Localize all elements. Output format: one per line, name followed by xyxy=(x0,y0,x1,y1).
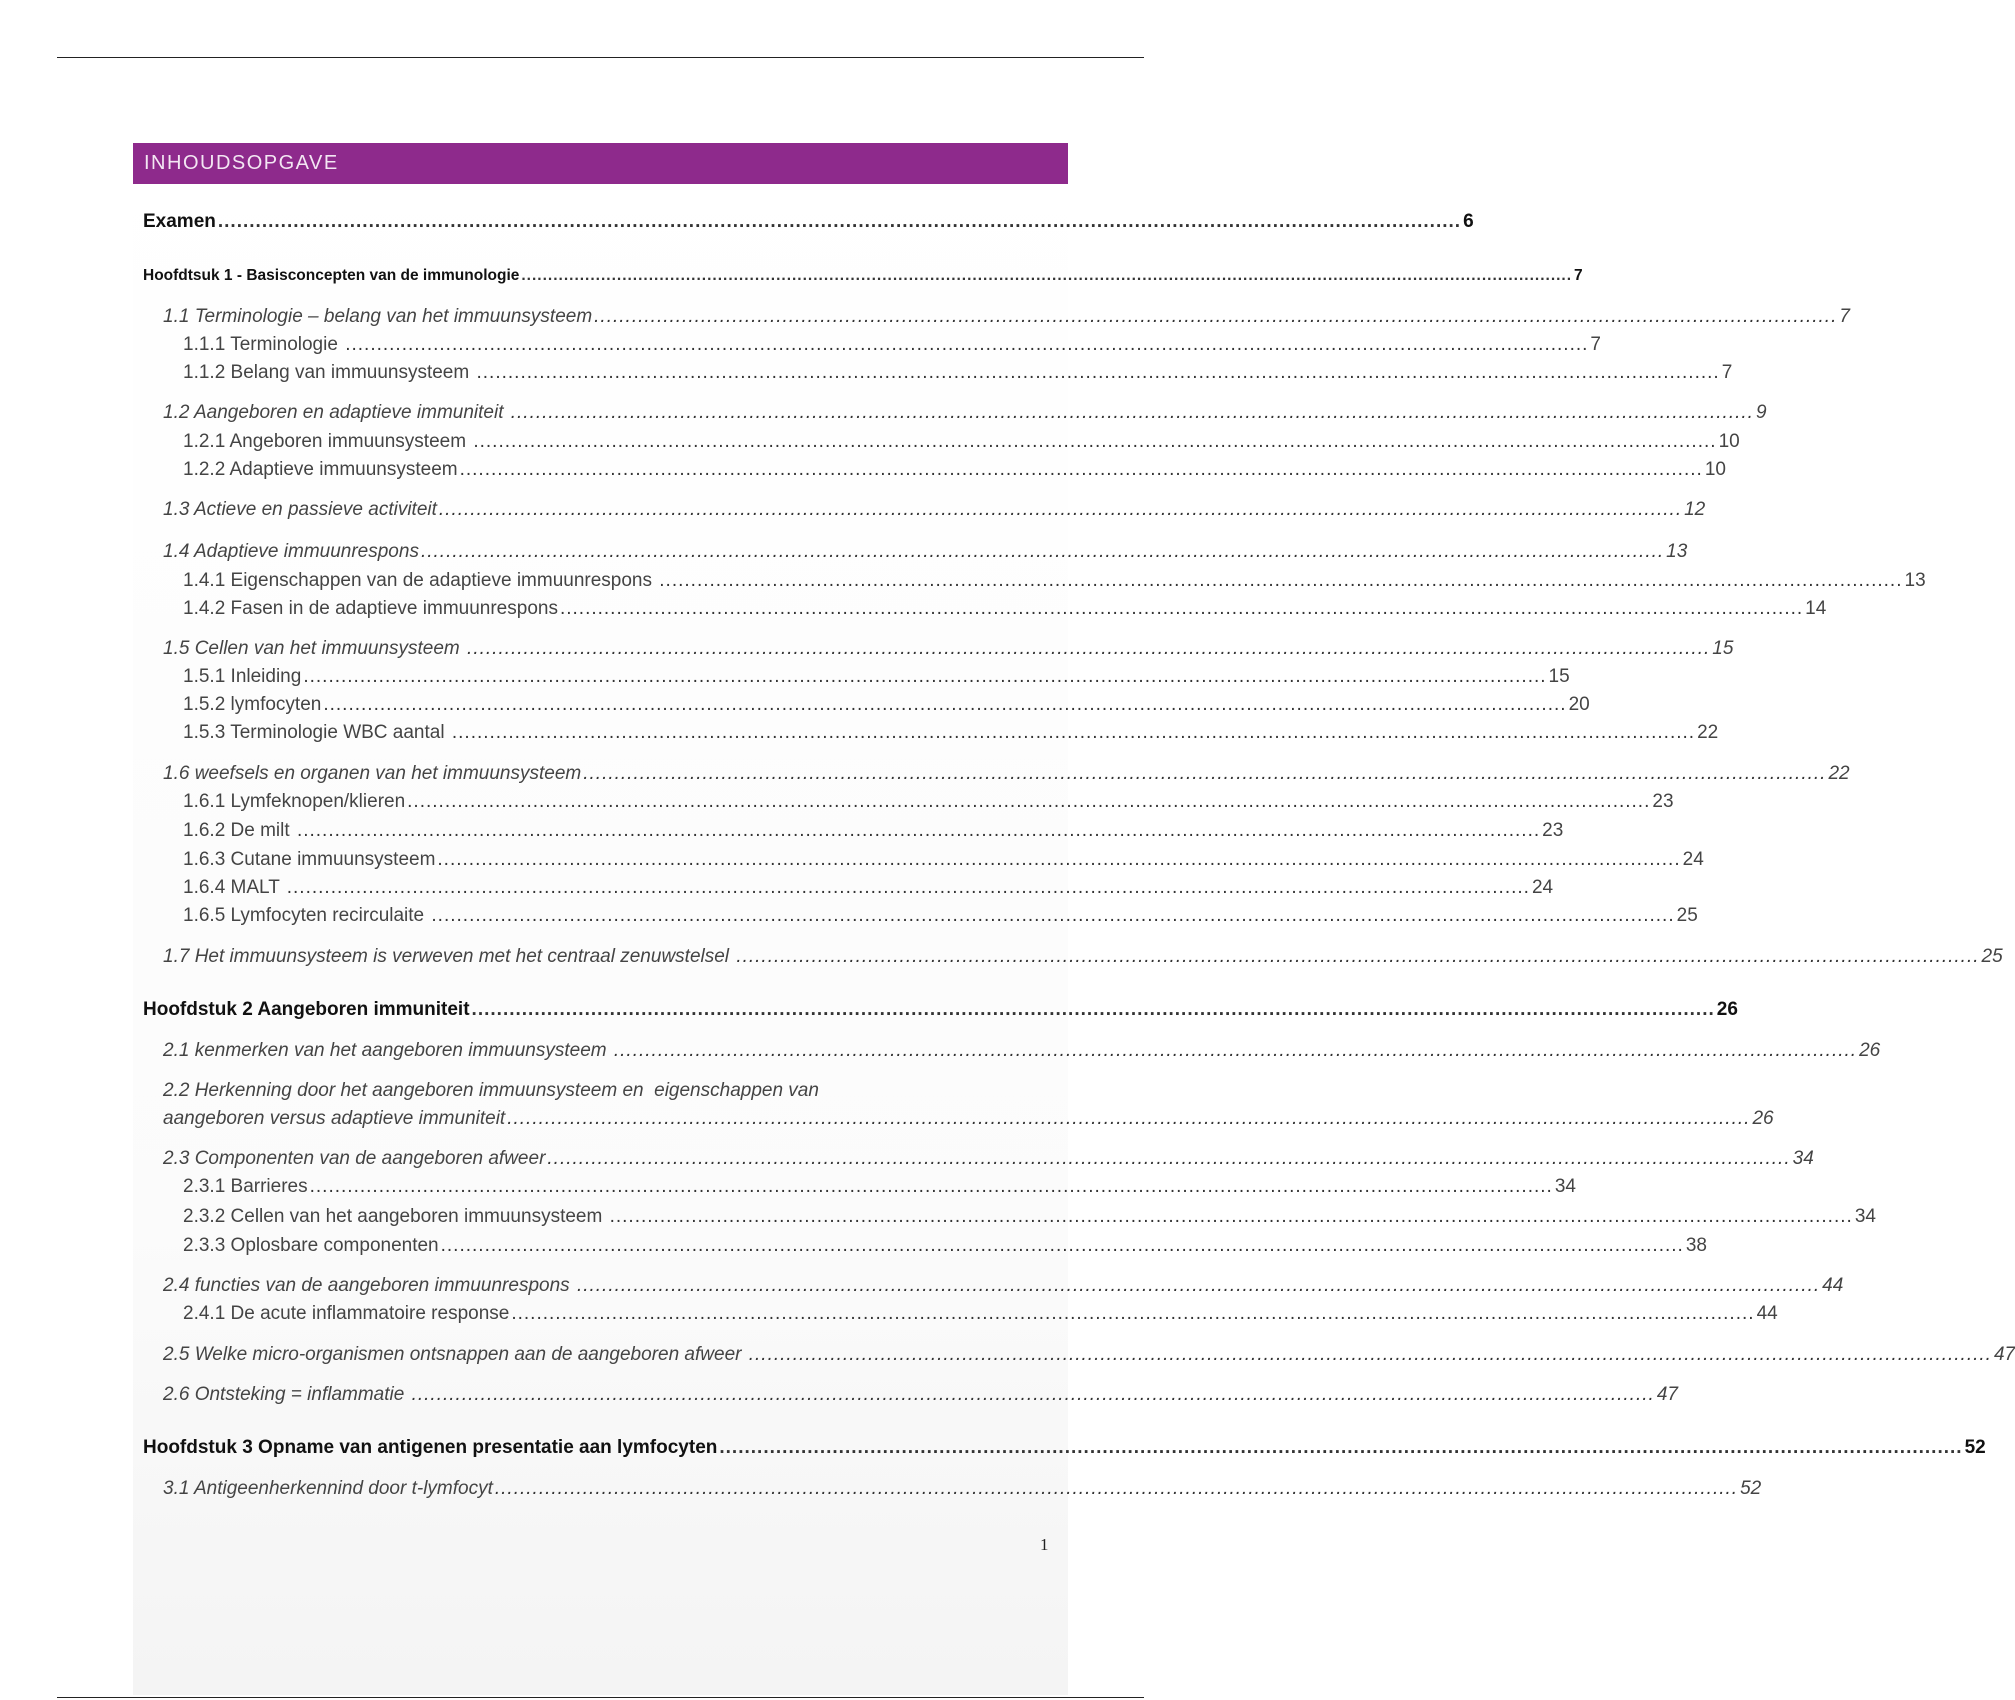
toc-entry[interactable] xyxy=(183,458,1726,482)
toc-entry-title-line-1: 2.2 Herkenning door het aangeboren immuunsysteem en eigenschappen van xyxy=(163,1080,819,1101)
toc-entry[interactable] xyxy=(183,665,1570,689)
leader-dots: ...................................................................................................................................................................................................... xyxy=(296,820,1541,841)
toc-entry-page: 26 xyxy=(1752,1108,1774,1129)
toc-entry[interactable] xyxy=(143,1436,1986,1460)
toc-entry-title: 1.6.1 Lymfeknopen/klieren xyxy=(183,791,406,812)
toc-entry-title: Hoofdstuk 3 Opname van antigenen presentatie aan lymfocyten xyxy=(143,1437,718,1458)
toc-entry-title: 2.5 Welke micro-organismen ontsnappen aan de aangeboren afweer xyxy=(163,1344,747,1365)
toc-entry[interactable] xyxy=(183,333,1601,357)
toc-entry[interactable] xyxy=(183,904,1698,928)
toc-entry-title: 1.6.5 Lymfocyten recirculaite xyxy=(183,905,430,926)
toc-entry-title: 1.1 Terminologie – belang van het immuunsysteem xyxy=(163,306,593,327)
toc-entry[interactable] xyxy=(163,305,1850,329)
leader-dots: ...................................................................................................................................................................................................... xyxy=(547,1148,1791,1169)
toc-entry-page: 24 xyxy=(1531,877,1554,898)
leader-dots: ...................................................................................................................................................................................................... xyxy=(613,1040,1858,1061)
toc-entry-page: 12 xyxy=(1684,499,1706,520)
toc-entry-page: 7 xyxy=(1590,334,1601,355)
leader-dots: ...................................................................................................................................................................................................... xyxy=(510,402,1754,423)
toc-entry[interactable] xyxy=(183,361,1733,385)
leader-dots: ...................................................................................................................................................................................................... xyxy=(576,1275,1821,1296)
toc-entry-title: 1.4 Adaptieve immuunrespons xyxy=(163,541,419,562)
toc-entry[interactable] xyxy=(143,264,1583,288)
toc-entry-page: 7 xyxy=(1839,306,1850,327)
toc-entry-title: Hoofdstuk 2 Aangeboren immuniteit xyxy=(143,999,470,1020)
toc-entry[interactable] xyxy=(183,819,1564,843)
toc-entry[interactable] xyxy=(163,762,1850,786)
toc-entry-page: 52 xyxy=(1964,1437,1986,1458)
toc-entry-title: 1.1.2 Belang van immuunsysteem xyxy=(183,362,475,383)
leader-dots: ...................................................................................................................................................................................................... xyxy=(521,267,1573,284)
toc-entry-page: 34 xyxy=(1792,1148,1814,1169)
toc-entry-page: 24 xyxy=(1682,849,1704,870)
leader-dots: ...................................................................................................................................................................................................... xyxy=(286,877,1530,898)
toc-entry-title: 2.4.1 De acute inflammatoire response xyxy=(183,1303,510,1324)
leader-dots: ...................................................................................................................................................................................................... xyxy=(471,999,1715,1020)
toc-entry[interactable] xyxy=(183,1302,1778,1326)
leader-dots: ...................................................................................................................................................................................................... xyxy=(511,1303,1755,1324)
toc-entry[interactable] xyxy=(183,1205,1876,1229)
toc-entry-title: 1.6 weefsels en organen van het immuunsysteem xyxy=(163,763,582,784)
toc-entry-title: 2.4 functies van de aangeboren immuunrespons xyxy=(163,1275,575,1296)
leader-dots: ...................................................................................................................................................................................................... xyxy=(473,431,1717,452)
toc-entry-title: aangeboren versus adaptieve immuniteit xyxy=(163,1108,506,1129)
leader-dots: ...................................................................................................................................................................................................... xyxy=(719,1437,1963,1458)
toc-entry-title: 1.6.2 De milt xyxy=(183,820,295,841)
leader-dots: ...................................................................................................................................................................................................... xyxy=(407,791,1651,812)
toc-entry[interactable] xyxy=(163,1107,1774,1131)
toc-entry-title: Hoofdtsuk 1 - Basisconcepten van de immunologie xyxy=(143,267,520,284)
toc-entry[interactable] xyxy=(163,1477,1762,1501)
toc-entry[interactable] xyxy=(163,401,1767,425)
leader-dots: ...................................................................................................................................................................................................... xyxy=(494,1478,1739,1499)
toc-entry[interactable] xyxy=(143,998,1738,1022)
toc-entry-page: 13 xyxy=(1904,570,1926,591)
toc-entry[interactable] xyxy=(163,1147,1814,1171)
leader-dots: ...................................................................................................................................................................................................... xyxy=(309,1176,1553,1197)
leader-dots: ...................................................................................................................................................................................................... xyxy=(431,905,1675,926)
toc-entry-title: 2.3 Componenten van de aangeboren afweer xyxy=(163,1148,546,1169)
toc-entry-page: 20 xyxy=(1568,694,1590,715)
leader-dots: ...................................................................................................................................................................................................... xyxy=(437,849,1681,870)
leader-dots: ...................................................................................................................................................................................................... xyxy=(659,570,1903,591)
toc-entry-page: 23 xyxy=(1542,820,1564,841)
toc-entry-page: 25 xyxy=(1676,905,1698,926)
toc-entry[interactable] xyxy=(183,693,1590,717)
toc-entry[interactable] xyxy=(163,1343,2015,1367)
toc-entry-title: 2.3.1 Barrieres xyxy=(183,1176,308,1197)
toc-entry-page: 34 xyxy=(1854,1206,1876,1227)
toc-entry-page: 34 xyxy=(1554,1176,1576,1197)
toc-entry-title: 1.6.3 Cutane immuunsysteem xyxy=(183,849,436,870)
toc-entry-page: 44 xyxy=(1756,1303,1778,1324)
toc-entry[interactable] xyxy=(163,945,2003,969)
leader-dots: ...................................................................................................................................................................................................... xyxy=(583,763,1827,784)
toc-entry-page: 47 xyxy=(1993,1344,2015,1365)
toc-entry-title: 1.5.3 Terminologie WBC aantal xyxy=(183,722,450,743)
toc-entry-title: 1.2.1 Angeboren immuunsysteem xyxy=(183,431,472,452)
leader-dots: ...................................................................................................................................................................................................... xyxy=(323,694,1567,715)
leader-dots: ...................................................................................................................................................................................................... xyxy=(467,638,1711,659)
toc-entry-title: 3.1 Antigeenherkennind door t-lymfocyt xyxy=(163,1478,493,1499)
toc-entry-page: 26 xyxy=(1716,999,1738,1020)
leader-dots: ...................................................................................................................................................................................................... xyxy=(303,666,1547,687)
leader-dots: ...................................................................................................................................................................................................... xyxy=(609,1206,1853,1227)
leader-dots: ...................................................................................................................................................................................................... xyxy=(476,362,1720,383)
leader-dots: ...................................................................................................................................................................................................... xyxy=(559,598,1804,619)
toc-entry[interactable] xyxy=(163,1274,1844,1298)
toc-entry-title: 1.2.2 Adaptieve immuunsysteem xyxy=(183,459,458,480)
toc-entry-page: 10 xyxy=(1718,431,1740,452)
toc-entry[interactable] xyxy=(183,569,1926,593)
leader-dots: ...................................................................................................................................................................................................... xyxy=(217,211,1462,232)
leader-dots: ...................................................................................................................................................................................................... xyxy=(459,459,1703,480)
toc-entry-page: 6 xyxy=(1463,211,1474,232)
leader-dots: ...................................................................................................................................................................................................... xyxy=(411,1384,1655,1405)
leader-dots: ...................................................................................................................................................................................................... xyxy=(438,499,1683,520)
toc-entry-title: 1.5 Cellen van het immuunsysteem xyxy=(163,638,466,659)
toc-entry-title: 1.4.2 Fasen in de adaptieve immuunrespons xyxy=(183,598,558,619)
toc-entry-title: 1.2 Aangeboren en adaptieve immuniteit xyxy=(163,402,509,423)
toc-entry[interactable] xyxy=(143,210,1474,234)
toc-entry-title: 1.4.1 Eigenschappen van de adaptieve immuunrespons xyxy=(183,570,658,591)
toc-entry-title: 1.6.4 MALT xyxy=(183,877,285,898)
leader-dots: ...................................................................................................................................................................................................... xyxy=(440,1235,1684,1256)
toc-entry[interactable] xyxy=(183,848,1704,872)
toc-entry-page: 13 xyxy=(1666,541,1688,562)
toc-entry-page: 7 xyxy=(1721,362,1733,383)
page-number: 1 xyxy=(1040,1535,1049,1554)
toc-entry-page: 52 xyxy=(1740,1478,1762,1499)
toc-entry-page: 38 xyxy=(1685,1235,1707,1256)
toc-entry[interactable] xyxy=(163,540,1688,564)
toc-entry-title: 1.1.1 Terminologie xyxy=(183,334,344,355)
leader-dots: ...................................................................................................................................................................................................... xyxy=(748,1344,1992,1365)
toc-entry-page: 15 xyxy=(1712,638,1734,659)
toc-entry-title: 1.5.1 Inleiding xyxy=(183,666,302,687)
toc-entry-page: 23 xyxy=(1652,791,1674,812)
toc-entry[interactable] xyxy=(183,430,1740,454)
leader-dots: ...................................................................................................................................................................................................... xyxy=(736,946,1980,967)
toc-entry-page: 22 xyxy=(1828,763,1850,784)
toc-entry-title: 2.1 kenmerken van het aangeboren immuunsysteem xyxy=(163,1040,612,1061)
toc-entry-page: 14 xyxy=(1805,598,1827,619)
toc-entry-title: 1.3 Actieve en passieve activiteit xyxy=(163,499,437,520)
toc-entry-page: 15 xyxy=(1548,666,1570,687)
toc-entry-page: 10 xyxy=(1704,459,1726,480)
leader-dots: ...................................................................................................................................................................................................... xyxy=(594,306,1838,327)
toc-entry-title: 2.6 Ontsteking = inflammatie xyxy=(163,1384,410,1405)
toc-entry-page: 26 xyxy=(1859,1040,1881,1061)
toc-entry[interactable] xyxy=(183,597,1827,621)
toc-entry-title: 2.3.2 Cellen van het aangeboren immuunsysteem xyxy=(183,1206,608,1227)
toc-entry[interactable] xyxy=(163,498,1706,522)
toc-entry-page: 7 xyxy=(1574,267,1583,284)
toc-entry[interactable] xyxy=(183,1175,1576,1199)
leader-dots: ...................................................................................................................................................................................................... xyxy=(451,722,1696,743)
toc-entry-page: 9 xyxy=(1755,402,1767,423)
toc-entry[interactable] xyxy=(163,1383,1678,1407)
toc-entry-page: 44 xyxy=(1822,1275,1844,1296)
footer-rule xyxy=(57,1697,1144,1698)
toc-entry[interactable] xyxy=(183,790,1674,814)
toc-entry-page: 47 xyxy=(1656,1384,1678,1405)
toc-entry-title: 1.5.2 lymfocyten xyxy=(183,694,322,715)
toc-entry-page: 22 xyxy=(1697,722,1719,743)
leader-dots: ...................................................................................................................................................................................................... xyxy=(345,334,1589,355)
toc-entry-title: Examen xyxy=(143,211,216,232)
toc-entry[interactable] xyxy=(183,721,1719,745)
toc-heading: INHOUDSOPGAVE xyxy=(133,143,1068,184)
toc-entry-title: 1.7 Het immuunsysteem is verweven met het centraal zenuwstelsel xyxy=(163,946,735,967)
toc-entry-title: 2.3.3 Oplosbare componenten xyxy=(183,1235,439,1256)
toc-entry[interactable] xyxy=(163,1039,1881,1063)
toc-entry[interactable] xyxy=(183,876,1554,900)
leader-dots: ...................................................................................................................................................................................................... xyxy=(420,541,1665,562)
leader-dots: ...................................................................................................................................................................................................... xyxy=(507,1108,1751,1129)
toc-entry[interactable] xyxy=(183,1234,1707,1258)
toc-entry-page: 25 xyxy=(1981,946,2003,967)
toc-entry[interactable] xyxy=(163,637,1734,661)
